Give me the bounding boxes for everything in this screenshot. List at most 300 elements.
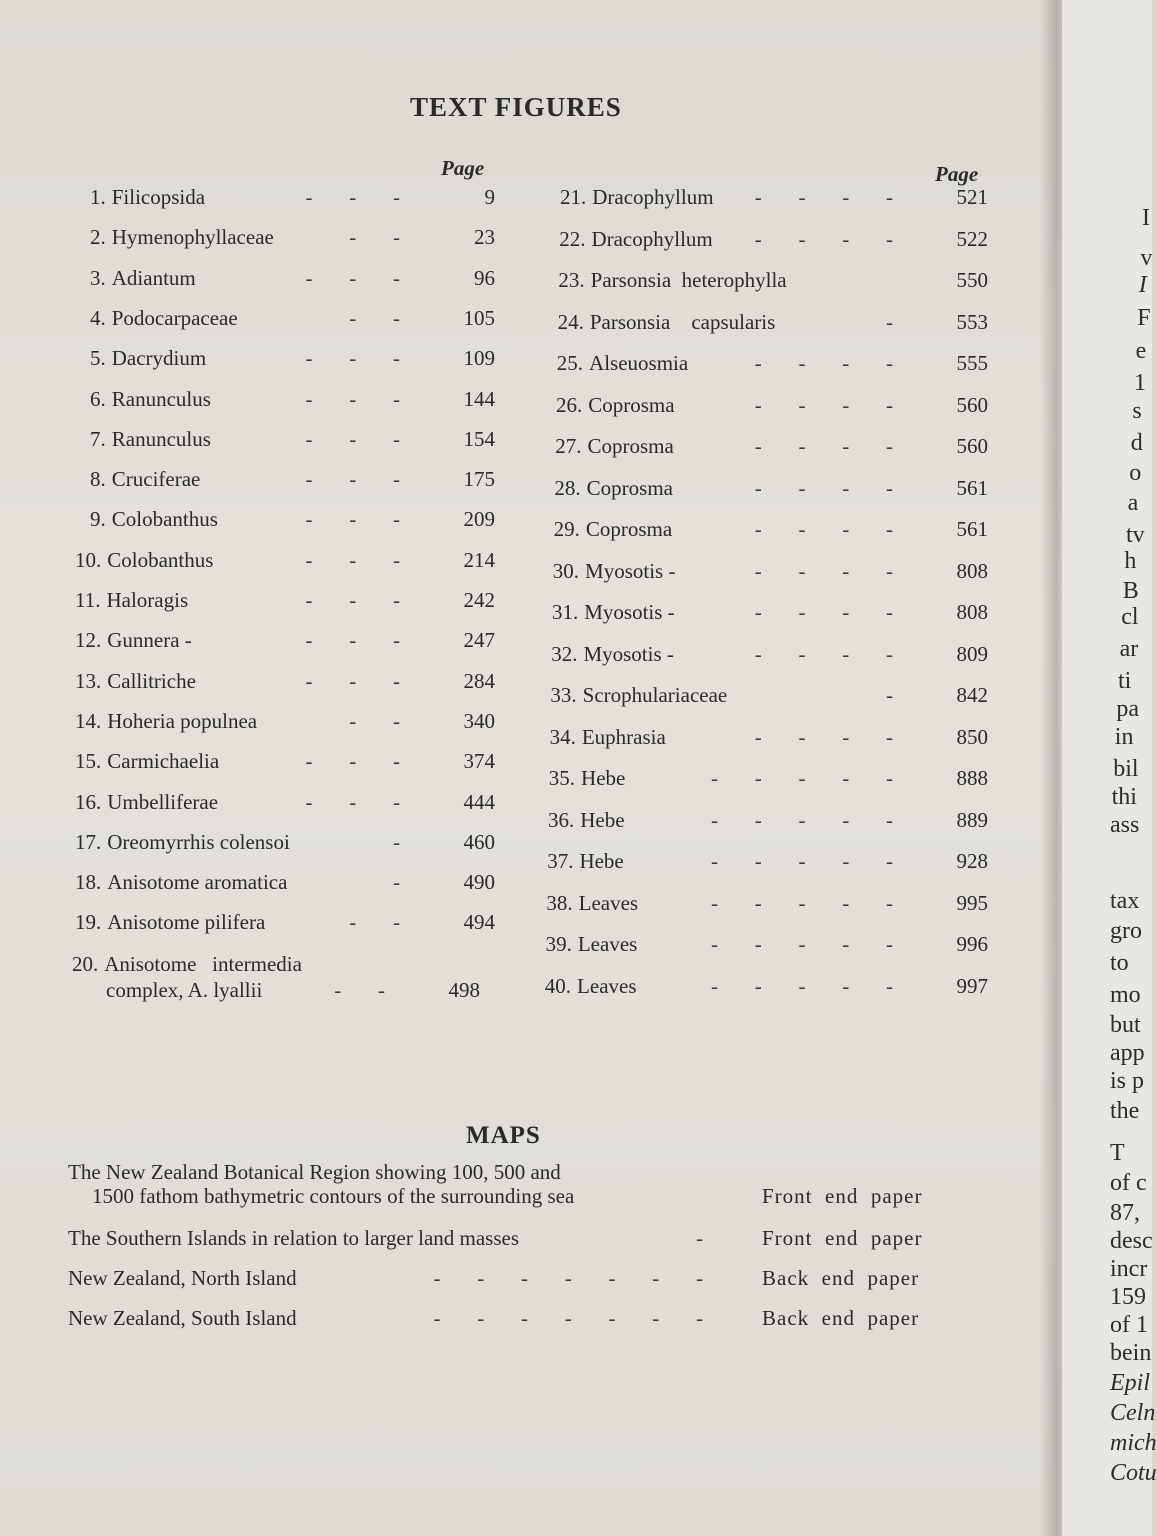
leader-dashes: - - - - - <box>711 849 893 873</box>
figure-page-number: 842 <box>956 683 988 707</box>
figure-page-number: 105 <box>463 305 495 330</box>
figure-name: Anisotome intermedia <box>104 952 302 976</box>
figure-number: 5. <box>90 346 106 371</box>
figure-page-number: 928 <box>956 849 988 873</box>
figure-label <box>75 546 213 574</box>
facing-page-text-fragment: 159 <box>1110 1284 1146 1310</box>
figure-number: 35. <box>548 766 576 790</box>
figure-label <box>75 747 219 775</box>
leader-dashes: - - - - <box>754 185 893 209</box>
figure-page-number: 498 <box>448 978 480 1002</box>
facing-page-text-fragment: gro <box>1110 918 1142 944</box>
figure-entry <box>546 889 988 917</box>
figure-number: 12. <box>75 628 102 653</box>
figure-page-number: 96 <box>474 265 495 290</box>
facing-page-text-fragment: ti <box>1118 668 1132 694</box>
leader-dashes: - - - <box>305 628 400 653</box>
figure-number: 9. <box>90 507 106 532</box>
figure-name: Ranunculus <box>111 426 211 451</box>
figure-name: Ranunculus <box>111 386 211 411</box>
facing-page-text-fragment: bein <box>1110 1340 1152 1366</box>
map-location: Front end paper <box>762 1226 923 1250</box>
figure-label <box>90 183 205 211</box>
leader-dashes: - - - <box>305 265 400 290</box>
figure-entry <box>553 557 988 585</box>
figure-number: 15. <box>75 749 102 774</box>
leader-dashes: - - - - <box>754 600 893 624</box>
figure-name: Gunnera - <box>107 628 192 653</box>
figure-name: Cruciferae <box>111 467 201 492</box>
figure-name: Myosotis - <box>585 558 676 583</box>
figure-entry <box>554 515 988 543</box>
figure-name: Hebe <box>580 807 625 832</box>
figure-number: 32. <box>551 641 578 666</box>
figure-page-number: 997 <box>956 973 988 998</box>
figure-entry <box>558 266 988 294</box>
figure-number: 19. <box>75 910 102 935</box>
facing-page-text-fragment: app <box>1110 1040 1145 1066</box>
map-entry <box>68 1306 968 1330</box>
facing-page-text-fragment: h <box>1124 548 1137 574</box>
leader-dashes: - - - - <box>754 226 893 251</box>
facing-page-text-fragment: 1 <box>1134 370 1146 396</box>
figure-entry <box>75 747 495 775</box>
figure-entry <box>551 640 988 668</box>
leader-dashes: - - - <box>305 467 400 492</box>
figure-label <box>90 425 211 453</box>
facing-page-text-fragment: incr <box>1110 1256 1148 1282</box>
facing-page-text-fragment: mo <box>1110 982 1141 1008</box>
figure-name: Oreomyrrhis colensoi <box>107 829 290 854</box>
figure-entry <box>90 344 495 372</box>
figure-name: Euphrasia <box>581 724 666 749</box>
facing-page-text-fragment: the <box>1110 1098 1140 1124</box>
figure-name: Hymenophyllaceae <box>111 225 274 250</box>
figure-number: 14. <box>75 708 102 733</box>
figure-page-number: 522 <box>956 226 988 251</box>
figure-entry <box>552 598 988 626</box>
figure-number: 1. <box>90 185 106 209</box>
figure-name: Myosotis - <box>584 600 675 624</box>
facing-page-text-fragment: ar <box>1119 636 1139 662</box>
facing-page-text-fragment: s <box>1132 398 1142 424</box>
figure-page-number: 284 <box>463 668 495 693</box>
figure-page-number: 374 <box>463 749 495 774</box>
figure-page-number: 550 <box>956 268 988 292</box>
figure-page-number: 444 <box>463 789 495 814</box>
map-title: The New Zealand Botanical Region showing 100, 500 and <box>68 1160 561 1184</box>
figure-entry <box>75 788 495 816</box>
facing-page-text-fragment: bil <box>1113 756 1139 782</box>
figure-entry <box>75 868 495 896</box>
figure-label <box>72 950 302 978</box>
leader-dashes: - - - <box>305 668 400 693</box>
figure-name: Parsonsia heterophylla <box>590 268 787 292</box>
figure-number: 22. <box>559 226 586 251</box>
leader-dashes: - - - - - <box>711 890 893 915</box>
leader-dashes: - - - <box>305 185 400 209</box>
facing-page-text-fragment: Cotu <box>1110 1460 1157 1486</box>
figure-label <box>75 667 196 695</box>
map-location: Back end paper <box>762 1266 920 1290</box>
leader-dashes: - - - - <box>754 434 893 458</box>
facing-page-text-fragment: but <box>1110 1012 1141 1038</box>
figure-page-number: 242 <box>463 588 495 612</box>
leader-dashes: - - - - <box>754 351 893 375</box>
figure-entry <box>549 764 988 792</box>
leader-dashes: - - - <box>305 426 400 451</box>
figure-name-continued: complex, A. lyallii <box>106 978 263 1002</box>
figure-entry <box>90 223 495 251</box>
figure-page-number: 995 <box>956 890 988 915</box>
maps-title: MAPS <box>466 1122 541 1149</box>
figure-entry <box>75 546 495 574</box>
figure-page-number: 23 <box>474 225 495 250</box>
section-title: TEXT FIGURES <box>410 92 622 122</box>
facing-page-text-fragment: 87, <box>1110 1200 1140 1226</box>
figure-label <box>546 930 638 958</box>
figure-name: Hebe <box>579 849 624 873</box>
figure-name: Parsonsia capsularis <box>589 309 776 334</box>
figure-page-number: 553 <box>956 309 988 334</box>
figure-name: Anisotome aromatica <box>107 870 288 895</box>
figure-entry <box>557 349 988 377</box>
figure-page-number: 460 <box>463 829 495 854</box>
figure-name: Alseuosmia <box>589 351 689 375</box>
figure-label <box>558 308 776 336</box>
figure-page-number: 808 <box>956 600 988 624</box>
figure-number: 25. <box>556 351 584 375</box>
facing-page-text-fragment: ass <box>1110 812 1140 838</box>
figure-entry <box>90 385 495 413</box>
leader-dashes: - - - <box>305 789 400 814</box>
facing-page-text-fragment: B <box>1122 578 1139 604</box>
map-title: The Southern Islands in relation to larger land masses <box>68 1226 520 1250</box>
figure-label <box>556 391 675 419</box>
figure-entry <box>546 930 988 958</box>
figure-number: 4. <box>90 305 106 330</box>
map-title-continued: 1500 fathom bathymetric contours of the surrounding sea <box>92 1184 575 1208</box>
leader-dashes: - - - - <box>754 392 893 417</box>
facing-page-text-fragment: I <box>1138 272 1147 298</box>
figure-label <box>90 344 206 372</box>
leader-dashes: - - <box>349 225 400 250</box>
figure-name: Hoheria populnea <box>107 708 258 733</box>
facing-page-text-fragment: tax <box>1110 888 1140 914</box>
figure-page-number: 561 <box>956 475 988 500</box>
figure-label <box>75 828 290 856</box>
figure-name: Callitriche <box>107 668 196 693</box>
figure-page-number: 109 <box>463 346 495 371</box>
figure-label <box>90 385 211 413</box>
figure-name: Podocarpaceae <box>111 305 238 330</box>
figure-entry <box>90 304 495 332</box>
figure-label <box>75 586 188 614</box>
figure-name: Colobanthus <box>111 507 218 532</box>
figure-page-number: 560 <box>956 392 988 417</box>
facing-page-text-fragment: Epil <box>1110 1370 1150 1396</box>
figure-entry <box>90 425 495 453</box>
figure-number: 30. <box>552 558 580 583</box>
figure-number: 7. <box>90 426 106 451</box>
facing-page-text-fragment: in <box>1114 724 1134 750</box>
leader-dashes: - - - - - - - <box>433 1306 703 1330</box>
figure-entry <box>75 707 495 735</box>
figure-page-number: 889 <box>956 807 988 832</box>
facing-page-text-fragment: e <box>1135 338 1147 364</box>
figure-page-number: 888 <box>956 766 988 790</box>
figure-number: 21. <box>560 185 587 209</box>
leader-dashes: - <box>885 683 893 707</box>
figure-label <box>545 972 637 1000</box>
leader-dashes: - <box>393 829 400 854</box>
figure-number: 11. <box>75 588 101 612</box>
figure-label <box>75 788 218 816</box>
leader-dashes: - - - - <box>754 641 893 666</box>
leader-dashes: - - - - - <box>711 932 893 956</box>
figure-name: Coprosma <box>585 517 673 541</box>
figure-number: 40. <box>544 973 572 998</box>
figure-number: 34. <box>549 724 576 749</box>
left-page-column-header: Page <box>441 156 485 180</box>
leader-dashes: - <box>885 309 893 334</box>
figure-label <box>550 681 727 709</box>
figure-entry <box>547 847 988 875</box>
figure-name: Dacrydium <box>111 346 207 371</box>
leader-dashes: - - - - - <box>711 807 893 832</box>
facing-page <box>1062 0 1157 1536</box>
figure-name: Anisotome pilifera <box>107 910 266 935</box>
figure-page-number: 809 <box>956 641 988 666</box>
figure-name: Scrophulariaceae <box>582 683 728 707</box>
leader-dashes: - - - <box>305 588 400 612</box>
figure-label <box>560 183 714 211</box>
figure-name: Carmichaelia <box>107 749 220 774</box>
figure-number: 38. <box>546 890 573 915</box>
figure-entry <box>550 681 988 709</box>
facing-page-text-fragment: cl <box>1121 604 1139 630</box>
figure-entry <box>90 264 495 292</box>
figure-page-number: 555 <box>956 351 988 375</box>
leader-dashes: - - - <box>305 507 400 532</box>
figure-number: 13. <box>75 668 102 693</box>
leader-dashes: - - - - - <box>711 766 893 790</box>
figure-number: 16. <box>75 789 102 814</box>
figure-page-number: 9 <box>484 185 495 209</box>
figure-name: Leaves <box>577 973 637 998</box>
figure-label <box>550 723 666 751</box>
figure-entry <box>554 474 988 502</box>
figure-entry <box>555 432 988 460</box>
leader-dashes: - - - <box>305 749 400 774</box>
map-entry <box>68 1266 968 1290</box>
figure-page-number: 209 <box>463 507 495 532</box>
figure-number: 28. <box>554 475 581 500</box>
leader-dashes: - <box>696 1226 703 1250</box>
figure-entry <box>545 972 988 1000</box>
figure-label <box>558 266 786 294</box>
figure-page-number: 490 <box>463 870 495 895</box>
figure-label <box>559 225 713 253</box>
figure-name: Haloragis <box>106 588 189 612</box>
figure-entry <box>548 806 988 834</box>
figure-label <box>553 557 676 585</box>
leader-dashes: - - - <box>305 547 400 572</box>
leader-dashes: - - - - <box>754 475 893 500</box>
figure-label <box>75 908 265 936</box>
figure-label <box>90 304 238 332</box>
facing-page-text-fragment: a <box>1127 490 1139 516</box>
figure-entry <box>558 308 988 336</box>
figure-entry <box>75 586 495 614</box>
figure-label <box>547 847 624 875</box>
facing-page-text-fragment: o <box>1129 460 1142 486</box>
figure-page-number: 996 <box>956 932 988 956</box>
figure-number: 10. <box>75 547 102 572</box>
figure-entry <box>90 183 495 211</box>
figure-name: Leaves <box>577 932 638 956</box>
facing-page-text-fragment: d <box>1130 430 1143 456</box>
facing-page-text-fragment: desc <box>1110 1228 1153 1254</box>
figure-page-number: 521 <box>956 185 988 209</box>
figure-entry <box>550 723 988 751</box>
facing-page-text-fragment: Celn <box>1110 1400 1156 1426</box>
figure-number: 36. <box>548 807 575 832</box>
figure-number: 27. <box>555 434 582 458</box>
figure-entry <box>90 505 495 533</box>
facing-page-text-fragment: is p <box>1110 1068 1145 1094</box>
figure-page-number: 561 <box>956 517 988 541</box>
figure-label <box>549 764 626 792</box>
figure-page-number: 808 <box>956 558 988 583</box>
figure-number: 31. <box>552 600 579 624</box>
facing-page-text-fragment: of c <box>1110 1170 1147 1196</box>
figure-entry <box>72 950 480 1006</box>
leader-dashes: - - - - - <box>711 973 893 998</box>
leader-dashes: - - <box>349 305 400 330</box>
figure-label <box>75 626 192 654</box>
figure-label <box>90 505 218 533</box>
figure-name: Myosotis - <box>583 641 674 666</box>
figure-page-number: 340 <box>463 708 495 733</box>
figure-name: Filicopsida <box>111 185 206 209</box>
figure-number: 39. <box>545 932 572 956</box>
facing-page-text-fragment: mich <box>1110 1430 1157 1456</box>
figure-name: Leaves <box>578 890 639 915</box>
figure-entry <box>75 828 495 856</box>
leader-dashes: - - <box>349 910 400 935</box>
figure-number: 2. <box>90 225 106 250</box>
facing-page-text-fragment: I <box>1142 205 1150 231</box>
figure-label <box>75 707 257 735</box>
facing-page-text-fragment: to <box>1110 950 1129 976</box>
figure-name: Dracophyllum <box>592 185 714 209</box>
facing-page-text-fragment: v <box>1140 245 1153 271</box>
facing-page-text-fragment: F <box>1137 305 1151 331</box>
figure-label <box>90 223 274 251</box>
figure-label <box>75 868 287 896</box>
map-title: New Zealand, South Island <box>68 1306 297 1330</box>
figure-number: 24. <box>557 309 584 334</box>
figure-label <box>546 889 638 917</box>
figure-label <box>555 432 674 460</box>
map-location: Front end paper <box>762 1184 923 1208</box>
figure-page-number: 560 <box>956 434 988 458</box>
figure-name: Coprosma <box>586 475 673 500</box>
figure-number: 37. <box>547 849 574 873</box>
figure-page-number: 494 <box>463 910 495 935</box>
figure-name: Colobanthus <box>107 547 214 572</box>
figure-number: 17. <box>75 829 102 854</box>
figure-label <box>557 349 688 377</box>
figure-name: Umbelliferae <box>107 789 219 814</box>
figure-number: 3. <box>90 265 106 290</box>
figure-name: Coprosma <box>588 392 675 417</box>
figure-entry <box>75 626 495 654</box>
figure-page-number: 154 <box>463 426 495 451</box>
figure-label <box>90 465 200 493</box>
facing-page-text-fragment: T <box>1110 1140 1125 1166</box>
figure-name: Dracophyllum <box>591 226 713 251</box>
figure-label <box>548 806 625 834</box>
figure-number: 23. <box>558 268 585 292</box>
figure-number: 29. <box>553 517 580 541</box>
leader-dashes: - - - - <box>754 517 893 541</box>
figure-name: Coprosma <box>587 434 674 458</box>
figure-number: 8. <box>90 467 106 492</box>
leader-dashes: - - - <box>305 386 400 411</box>
leader-dashes: - - - - <box>754 724 893 749</box>
figure-entry <box>90 465 495 493</box>
figure-label <box>552 598 675 626</box>
leader-dashes: - - - - - - - <box>433 1266 703 1290</box>
leader-dashes: - <box>393 870 400 895</box>
figure-label <box>554 515 673 543</box>
map-title: New Zealand, North Island <box>68 1266 297 1290</box>
leader-dashes: - - - <box>305 346 400 371</box>
figure-entry <box>75 667 495 695</box>
map-entry <box>68 1226 968 1250</box>
facing-page-text-fragment: of 1 <box>1110 1312 1148 1338</box>
figure-entry <box>559 225 988 253</box>
figure-label <box>554 474 673 502</box>
figure-entry <box>556 391 988 419</box>
figure-number: 26. <box>556 392 583 417</box>
figure-number: 33. <box>550 683 577 707</box>
figure-name: Hebe <box>581 766 626 790</box>
figure-number: 18. <box>75 870 102 895</box>
leader-dashes: - - <box>349 708 400 733</box>
figure-page-number: 175 <box>463 467 495 492</box>
figure-entry <box>75 908 495 936</box>
figure-name: Adiantum <box>111 265 196 290</box>
figure-page-number: 214 <box>463 547 495 572</box>
map-location: Back end paper <box>762 1306 920 1330</box>
figure-label <box>90 264 196 292</box>
map-entry <box>68 1160 968 1208</box>
figure-page-number: 247 <box>463 628 495 653</box>
leader-dashes: - - <box>334 978 385 1002</box>
right-page-column-header: Page <box>935 162 979 186</box>
facing-page-text-fragment: pa <box>1116 696 1140 722</box>
figure-page-number: 144 <box>463 386 495 411</box>
figure-entry <box>560 183 988 211</box>
facing-page-text-fragment: thi <box>1111 784 1137 810</box>
facing-page-text-fragment: tv <box>1126 522 1145 548</box>
figure-number: 6. <box>90 386 106 411</box>
figure-number: 20. <box>72 952 99 976</box>
figure-page-number: 850 <box>956 724 988 749</box>
